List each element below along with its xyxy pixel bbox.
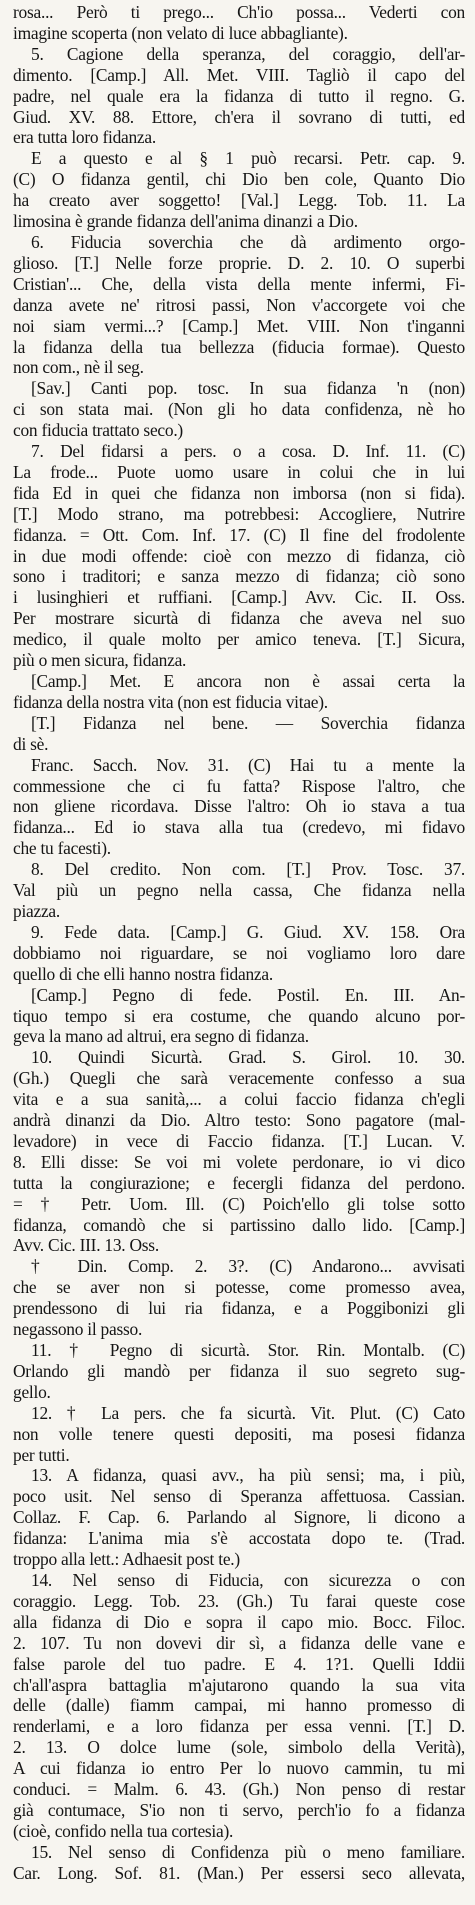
text-line: [Camp.] Met. E ancora non è assai certa la	[31, 671, 465, 691]
text-line: E a questo e al § 1 può recarsi. Petr. cap. 9.	[31, 148, 465, 169]
text-line: (cioè, confido nella tua cortesia).	[13, 1820, 234, 1841]
text-line: sono i traditori; e sanza mezzo di fidanza; ciò sono	[13, 566, 465, 587]
text-line: era tutta loro fidanza.	[13, 127, 156, 148]
text-line: rosa... Però ti prego... Ch'io possa... Vederti con	[13, 2, 465, 22]
text-line: 6. Fiducia soverchia che dà ardimento orgo-	[31, 231, 465, 252]
text-line: Giud. XV. 88. Ettore, ch'era il sovrano di tutti, ed	[13, 106, 465, 127]
text-line: negassono il passo.	[13, 1319, 143, 1340]
text-line: fida Ed in quei che fidanza non imborsa (non si fida).	[13, 482, 465, 503]
text-line: troppo alla lett.: Adhaesit post te.)	[13, 1549, 240, 1570]
text-line: Cristian'... Che, della vista della mente infermi, Fi-	[13, 273, 465, 294]
text-line: per tutti.	[13, 1444, 70, 1465]
text-line: non gliene ricordava. Disse l'altro: Oh io stava a tua	[13, 796, 465, 817]
text-line: 10. Quindi Sicurtà. Grad. S. Girol. 10. 30.	[31, 1047, 465, 1068]
text-line: [Camp.] Pegno di fede. Postil. En. III. An-	[31, 984, 465, 1005]
text-line: levadore) in vece di Faccio fidanza. [T.] Lucan. V.	[13, 1130, 465, 1151]
text-line: La frode... Puote uomo usare in colui che in lui	[13, 461, 465, 482]
text-column	[13, 2, 465, 1884]
text-line: 7. Del fidarsi a pers. o a cosa. D. Inf. 11. (C)	[31, 441, 465, 462]
text-line: 2. 13. O dolce lume (sole, simbolo della Verità),	[13, 1737, 465, 1758]
text-line: Orlando gli mandò per fidanza il suo segreto sug-	[13, 1360, 465, 1381]
text-line: più o men sicura, fidanza.	[13, 650, 187, 671]
text-line: 13. A fidanza, quasi avv., ha più sensi; ma, i più,	[31, 1465, 465, 1486]
text-line: [T.] Fidanza nel bene. — Soverchia fidanza	[31, 712, 465, 733]
text-line: noi siam vermi...? [Camp.] Met. VIII. Non t'inganni	[13, 315, 465, 336]
text-line: [Sav.] Canti pop. tosc. In sua fidanza 'n (non)	[31, 378, 465, 399]
text-line: fidanza... Ed io stava alla tua (credevo, mi fidavo	[13, 817, 465, 838]
text-line: 8. Del credito. Non com. [T.] Prov. Tosc. 37.	[31, 859, 465, 880]
text-line: danza avete ne' ritrosi passi, Non v'accorgete voi che	[13, 294, 465, 315]
text-line: 14. Nel senso di Fiducia, con sicurezza o con	[31, 1569, 465, 1590]
text-line: gello.	[13, 1381, 51, 1402]
text-line: 5. Cagione della speranza, del coraggio, dell'ar-	[31, 43, 465, 64]
text-line: medico, il quale molto per amico teneva. [T.] Sicura,	[13, 629, 465, 650]
text-line: Car. Long. Sof. 81. (Man.) Per essersi seco allevata,	[13, 1862, 465, 1883]
text-line: Collaz. F. Cap. 6. Parlando al Signore, li dicono a	[13, 1507, 465, 1528]
text-line: fidanza: L'anima mia s'è accostata dopo te. (Trad.	[13, 1528, 465, 1549]
text-line: 8. Elli disse: Se voi mi volete perdonare, io vi dico	[13, 1151, 465, 1172]
text-line: = † Petr. Uom. Ill. (C) Poich'ello gli tolse sotto	[13, 1193, 465, 1214]
text-line: fidanza della nostra vita (non est fiducia vitae).	[13, 691, 328, 712]
text-line: limosina è grande fidanza dell'anima dinanzi a Dio.	[13, 211, 358, 232]
text-line: delle (dalle) fiamm campai, mi hanno promesso di	[13, 1695, 465, 1716]
text-line: tutta la congiurazione; e fecergli fidanza del perdono.	[13, 1172, 465, 1193]
text-line: ha creato aver soggetto! [Val.] Legg. Tob. 11. La	[13, 190, 465, 211]
text-line: renderlami, e a loro fidanza per essa venni. [T.] D.	[13, 1716, 465, 1737]
text-line: (Gh.) Quegli che sarà veracemente confesso a sua	[13, 1068, 465, 1089]
text-line: con fiducia trattato seco.)	[13, 420, 183, 441]
text-line: conduci. = Malm. 6. 43. (Gh.) Non penso di restar	[13, 1779, 465, 1800]
text-line: in due modi offende: cioè con mezzo di fidanza, ciò	[13, 545, 465, 566]
text-line: 12. † La pers. che fa sicurtà. Vit. Plut. (C) Cato	[31, 1402, 465, 1423]
text-line: 2. 107. Tu non dovevi dir sì, a fidanza delle vane e	[13, 1632, 465, 1653]
text-line: fidanza. = Ott. Com. Inf. 17. (C) Il fine del frodolente	[13, 524, 465, 545]
text-line: che se aver non si potesse, come promesso avea,	[13, 1277, 465, 1298]
text-line: i lusinghieri et ruffiani. [Camp.] Avv. Cic. II. Oss.	[13, 587, 465, 608]
text-line: glioso. [T.] Nelle forze proprie. D. 2. 10. O superbi	[13, 252, 465, 273]
text-line: poco usit. Nel senso di Speranza affettuosa. Cassian.	[13, 1486, 465, 1507]
text-line: di sè.	[13, 733, 49, 754]
text-line: già contumace, S'io non ti servo, perch'io fo a fidanza	[13, 1799, 465, 1820]
text-line: ch'all'aspra battaglia m'ajutarono quando la sua vita	[13, 1674, 465, 1695]
text-line: Avv. Cic. III. 13. Oss.	[13, 1235, 159, 1256]
text-line: quello di che elli hanno nostra fidanza.	[13, 963, 273, 984]
text-line: la fidanza della tua bellezza (fiducia formae). Questo	[13, 336, 465, 357]
text-line: andrà dinanzi da Dio. Altro testo: Sono pagatore (mal-	[13, 1110, 465, 1131]
text-line: piazza.	[13, 900, 60, 921]
text-line: commessione che ci fu fatta? Rispose l'altro, che	[13, 775, 465, 796]
text-line: imagine scoperta (non velato di luce abbagliante).	[13, 22, 348, 43]
text-line: [T.] Modo strano, ma potrebbesi: Accogliere, Nutrire	[13, 503, 465, 524]
text-line: alla fidanza di Dio e sopra il capo mio. Bocc. Filoc.	[13, 1611, 465, 1632]
text-line: tiquo tempo si era costume, che quando alcuno por-	[13, 1005, 465, 1026]
text-line: ci son stata mai. (Non gli ho data confidenza, nè ho	[13, 399, 465, 420]
text-line: fidanza, comandò che si partissino dallo lido. [Camp.]	[13, 1214, 465, 1235]
text-line: non volle tenere questi depositi, ma posesi fidanza	[13, 1423, 465, 1444]
text-line: dimento. [Camp.] All. Met. VIII. Tagliò il capo del	[13, 64, 465, 85]
text-line: 11. † Pegno di sicurtà. Stor. Rin. Montalb. (C)	[31, 1340, 465, 1360]
text-line: A cui fidanza io entro Per lo nuovo cammin, tu mi	[13, 1758, 465, 1779]
text-line: geva la mano ad altrui, era segno di fidanza.	[13, 1026, 309, 1047]
text-line: vita e a sua sanità,... a colui faccio fidanza ch'egli	[13, 1089, 465, 1110]
text-line: non com., nè il seg.	[13, 357, 144, 378]
text-line: che tu facesti).	[13, 838, 111, 859]
text-line: (C) O fidanza gentil, chi Dio ben cole, Quanto Dio	[13, 169, 465, 190]
text-line: padre, nel quale era la fidanza di tutto il regno. G.	[13, 85, 465, 106]
text-line: 9. Fede data. [Camp.] G. Giud. XV. 158. Ora	[31, 921, 465, 942]
text-line: 15. Nel senso di Confidenza più o meno familiare.	[31, 1841, 465, 1862]
text-line: Franc. Sacch. Nov. 31. (C) Hai tu a mente la	[31, 754, 465, 775]
text-line: dobbiamo noi riguardare, se noi vogliamo loro dare	[13, 942, 465, 963]
text-line: † Din. Comp. 2. 3?. (C) Andarono... avvisati	[31, 1256, 465, 1277]
text-line: prendessono di lui ria fidanza, e a Poggibonizi gli	[13, 1298, 465, 1319]
text-line: Val più un pegno nella cassa, Che fidanza nella	[13, 880, 465, 901]
text-line: false parole del tuo padre. E 4. 1?1. Quelli Iddii	[13, 1653, 465, 1674]
text-line: coraggio. Legg. Tob. 23. (Gh.) Tu farai queste cose	[13, 1590, 465, 1611]
text-line: Per mostrare sicurtà di fidanza che aveva nel suo	[13, 608, 465, 629]
